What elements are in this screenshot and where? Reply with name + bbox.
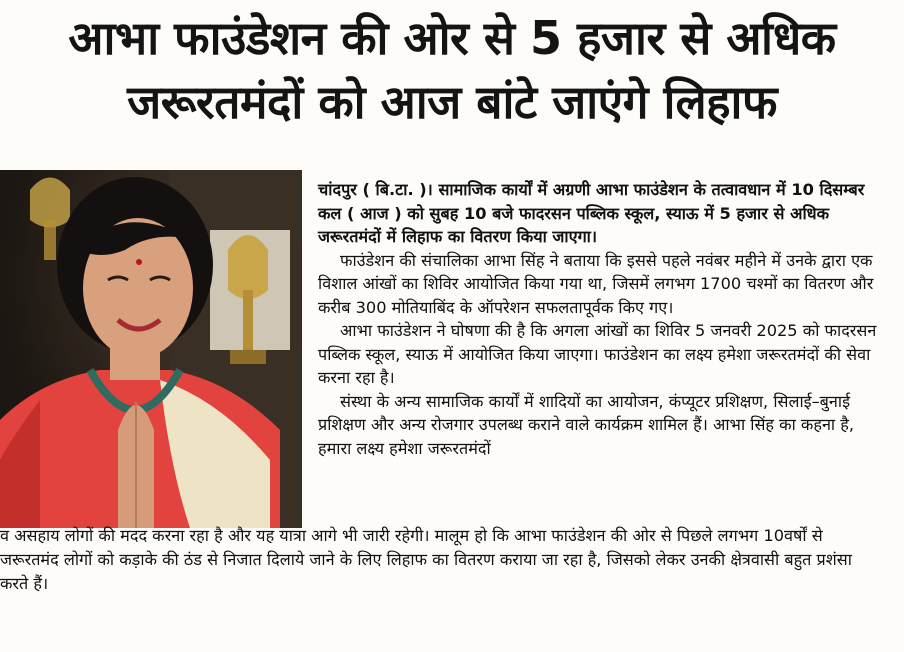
article-paragraph-3: संस्था के अन्य सामाजिक कार्यों में शादियों का आयोजन, कंप्यूटर प्रशिक्षण, सिलाई–बुनाई प्रशिक्षण और अन्य रोजगार उपलब्ध कराने वाले कार्यक्रम शामिल हैं। आभा सिंह का कहना है, हमारा लक्ष्य हमेशा जरूरतमंदों (318, 391, 855, 458)
article-wide-text (0, 524, 880, 596)
headline (0, 6, 904, 134)
article-column (318, 178, 878, 460)
article-paragraph-1: फाउंडेशन की संचालिका आभा सिंह ने बताया कि इससे पहले नवंबर महीने में उनके द्वारा एक विशाल आंखों का शिविर आयोजित किया गया था, जिसमें लगभग 1700 चश्मों का वितरण और करीब 300 मोतियाबिंद के ऑपरेशन सफलतापूर्वक किए गए। (318, 250, 874, 317)
article-lead: चांदपुर ( बि.टा. )। सामाजिक कार्यों में अग्रणी आभा फाउंडेशन के तत्वावधान में 10 दिसम्बर कल ( आज ) को सुबह 10 बजे फादरसन पब्लिक स्कूल, स्याऊ में 5 हजार से अधिक जरूरतमंदों में लिहाफ का वितरण किया जाएगा। (318, 180, 865, 246)
woman-with-folded-hands-icon (0, 170, 302, 528)
headline-line-1: आभा फाउंडेशन की ओर से 5 हजार से अधिक (68, 11, 836, 65)
headline-line-2: जरूरतमंदों को आज बांटे जाएंगे लिहाफ (127, 75, 777, 129)
article-photo (0, 170, 302, 528)
article-paragraph-2: आभा फाउंडेशन ने घोषणा की है कि अगला आंखों का शिविर 5 जनवरी 2025 को फादरसन पब्लिक स्कूल, स्याऊ में आयोजित किया जाएगा। फाउंडेशन का लक्ष्य हमेशा जरूरतमंदों की सेवा करना रहा है। (318, 321, 877, 387)
article-paragraph-3-continued: व असहाय लोगों की मदद करना रहा है और यह यात्रा आगे भी जारी रहेगी। मालूम हो कि आभा फाउंडेशन की ओर से पिछले लगभग 10वर्षों से जरूरतमंद लोगों को कड़ाके की ठंड से निजात दिलाये जाने के लिए लिहाफ का वितरण कराया जा रहा है, जिसको लेकर उनकी क्षेत्रवासी बहुत प्रशंसा करते हैं। (0, 526, 852, 593)
